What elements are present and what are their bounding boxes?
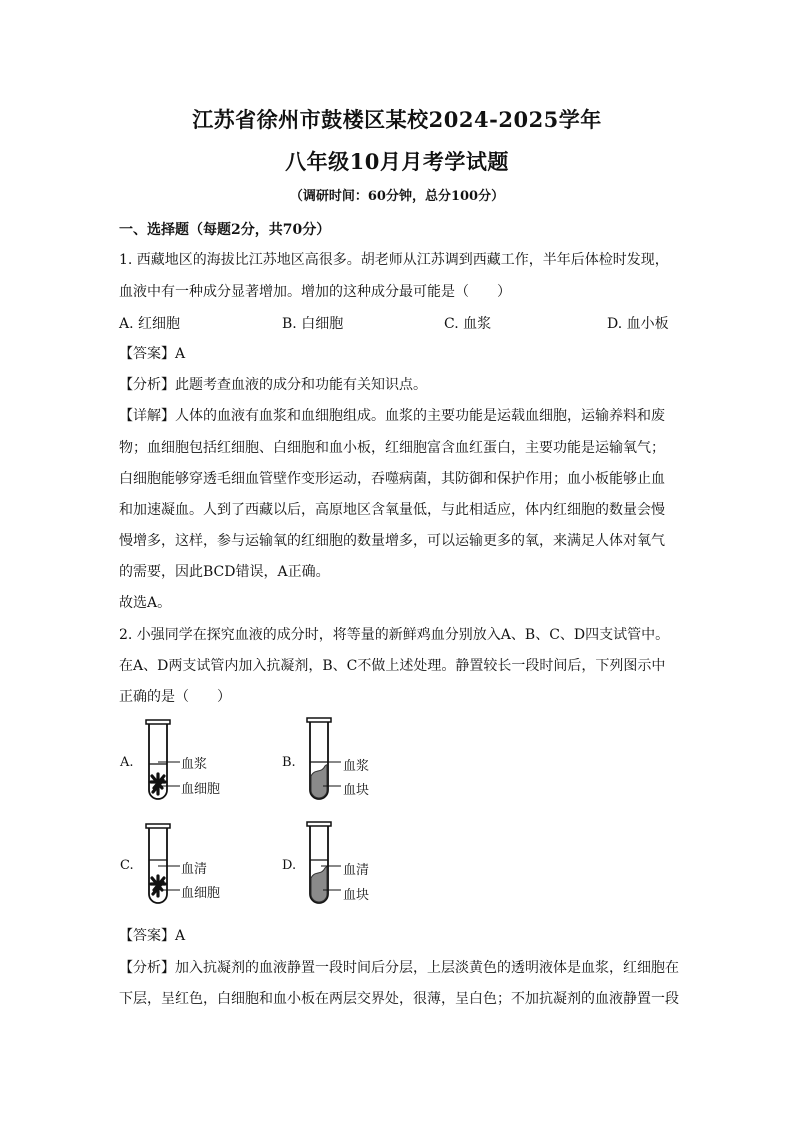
figure-d-upper-label: 血清 <box>343 863 370 878</box>
document-title-line1: 江苏省徐州市鼓楼区某校2024-2025学年 <box>192 107 602 132</box>
q1-detail-line: 的需要，因此BCD错误，A正确。 <box>119 564 330 580</box>
document-title-line2: 八年级10月月考学试题 <box>285 149 509 174</box>
q1-option-d: D. 血小板 <box>607 316 669 332</box>
q1-stem-line1: 1. 西藏地区的海拔比江苏地区高很多。胡老师从江苏调到西藏工作，半年后体检时发现， <box>119 252 669 268</box>
q2-analysis-line: 【分析】加入抗凝剂的血液静置一段时间后分层，上层淡黄色的透明液体是血浆，红细胞在 <box>119 960 679 976</box>
figure-d-letter: D. <box>282 858 297 873</box>
q1-conclusion: 故选A。 <box>119 595 172 611</box>
figure-c-lower-label: 血细胞 <box>181 886 221 901</box>
test-tube-d-icon <box>301 820 337 910</box>
q1-detail-line: 和加速凝血。人到了西藏以后，高原地区含氧量低，与此相适应，体内红细胞的数量会慢 <box>119 502 665 518</box>
figure-a-upper-label: 血浆 <box>181 757 208 772</box>
q2-stem-line: 2. 小强同学在探究血液的成分时，将等量的新鲜鸡血分别放入A、B、C、D四支试管中。 <box>119 627 670 643</box>
test-tube-c-icon <box>140 822 176 910</box>
figure-d-lower-label: 血块 <box>343 888 370 903</box>
figure-b-letter: B. <box>282 755 296 770</box>
q1-stem-line2: 血液中有一种成分显著增加。增加的这种成分最可能是（ ） <box>119 284 511 300</box>
figure-b-lower-label: 血块 <box>343 783 370 798</box>
test-tube-b-icon <box>301 716 337 806</box>
section-heading: 一、选择题（每题2分，共70分） <box>119 222 331 238</box>
q1-detail-line: 物；血细胞包括红细胞、白细胞和血小板，红细胞富含血红蛋白，主要功能是运输氧气； <box>119 440 665 456</box>
q2-answer: 【答案】A <box>119 928 186 944</box>
q1-answer: 【答案】A <box>119 346 186 362</box>
q1-option-a: A. 红细胞 <box>119 316 181 332</box>
q1-analysis: 【分析】此题考查血液的成分和功能有关知识点。 <box>119 377 427 393</box>
q1-detail-line: 【详解】人体的血液有血浆和血细胞组成。血浆的主要功能是运载血细胞，运输养料和废 <box>119 408 665 424</box>
q2-analysis-line: 下层，呈红色，白细胞和血小板在两层交界处，很薄，呈白色；不加抗凝剂的血液静置一段 <box>119 991 679 1007</box>
q1-detail-line: 白细胞能够穿透毛细血管壁作变形运动，吞噬病菌，其防御和保护作用；血小板能够止血 <box>119 471 665 487</box>
q1-option-b: B. 白细胞 <box>282 316 344 332</box>
q1-option-c: C. 血浆 <box>444 316 492 332</box>
figure-b-upper-label: 血浆 <box>343 759 370 774</box>
figure-c-upper-label: 血清 <box>181 862 208 877</box>
figure-c-letter: C. <box>120 858 134 873</box>
q2-stem-line: 在A、D两支试管内加入抗凝剂，B、C不做上述处理。静置较长一段时间后，下列图示中 <box>119 658 666 674</box>
test-tube-a-icon <box>140 718 176 806</box>
figure-a-lower-label: 血细胞 <box>181 782 221 797</box>
figure-a-letter: A. <box>120 755 134 770</box>
exam-info: （调研时间：60分钟，总分100分） <box>289 189 505 204</box>
q1-detail-line: 慢增多，这样，参与运输氧的红细胞的数量增多，可以运输更多的氧，来满足人体对氧气 <box>119 533 665 549</box>
q2-stem-line: 正确的是（ ） <box>119 689 231 705</box>
